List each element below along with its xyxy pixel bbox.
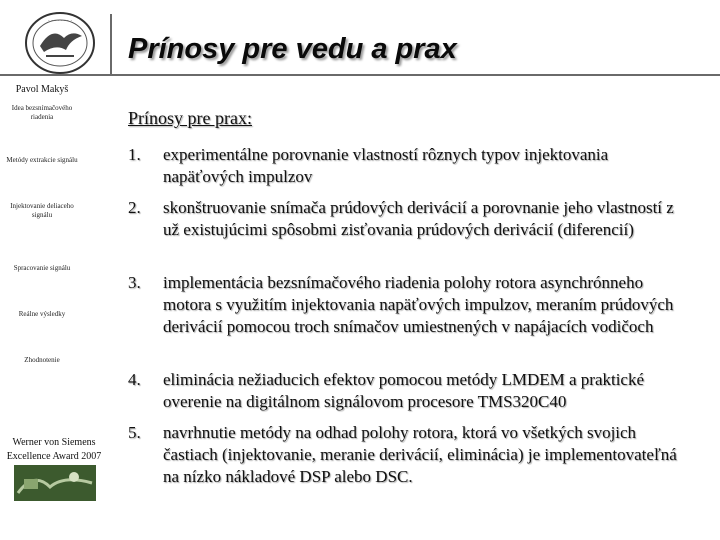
- sidebar-author: Pavol Makyš: [15, 84, 69, 95]
- sidebar-item-idea[interactable]: Idea bezsnímačového riadenia: [11, 104, 73, 121]
- list-item-text: skonštruovanie snímača prúdových derivácií a porovnanie jeho vlastností z už existujúcimi spôsobmi zisťovania prúdových derivácií (diferencií): [163, 198, 674, 239]
- page-title: Prínosy pre vedu a prax: [128, 33, 457, 65]
- award-caption: [2, 436, 106, 464]
- list-item-text: implementácia bezsnímačového riadenia polohy rotora asynchrónneho motora s využitím injektovania napäťových impulzov, meraním prúdových derivácií pomocou troch snímačov umiestnených v napájacích vodičoch: [163, 273, 674, 336]
- section-subtitle: Prínosy pre prax:: [128, 108, 252, 128]
- list-item-number: 4.: [128, 370, 141, 389]
- list-item-text: eliminácia nežiaducich efektov pomocou metódy LMDEM a praktické overenie na digitálnom signálovom procesore TMS320C40: [163, 370, 645, 411]
- list-item-text: navrhnutie metódy na odhad polohy rotora, ktorá vo všetkých svojich častiach (injektovanie, meranie derivácií, eliminácia) je implementovateľná na nízko nákladové DSP alebo DSC.: [163, 423, 677, 486]
- award-line-1: Werner von Siemens: [12, 437, 96, 448]
- header-vertical-rule: [110, 14, 112, 74]
- award-line-2: Excellence Award 2007: [6, 451, 102, 462]
- header-horizontal-rule: [0, 74, 720, 76]
- sidebar-item-injection[interactable]: Injektovanie deliaceho signálu: [10, 202, 74, 219]
- list-item-number: 5.: [128, 423, 141, 442]
- sidebar-item-methods[interactable]: Metódy extrakcie signálu: [6, 156, 78, 164]
- list-item-number: 1.: [128, 145, 141, 164]
- sidebar-item-evaluation[interactable]: Zhodnotenie: [24, 356, 60, 364]
- svg-text:· · · · · · · ·: · · · · · · · ·: [48, 18, 72, 24]
- list-item-number: 2.: [128, 198, 141, 217]
- sidebar: [0, 80, 110, 540]
- list-item-text: experimentálne porovnanie vlastností rôznych typov injektovania napäťových impulzov: [163, 145, 609, 186]
- university-seal-icon: [22, 10, 98, 76]
- list-item-number: 3.: [128, 273, 141, 292]
- sidebar-item-processing[interactable]: Spracovanie signálu: [13, 264, 71, 272]
- award-photo-image: [14, 465, 96, 501]
- sidebar-item-results[interactable]: Reálne výsledky: [18, 310, 66, 318]
